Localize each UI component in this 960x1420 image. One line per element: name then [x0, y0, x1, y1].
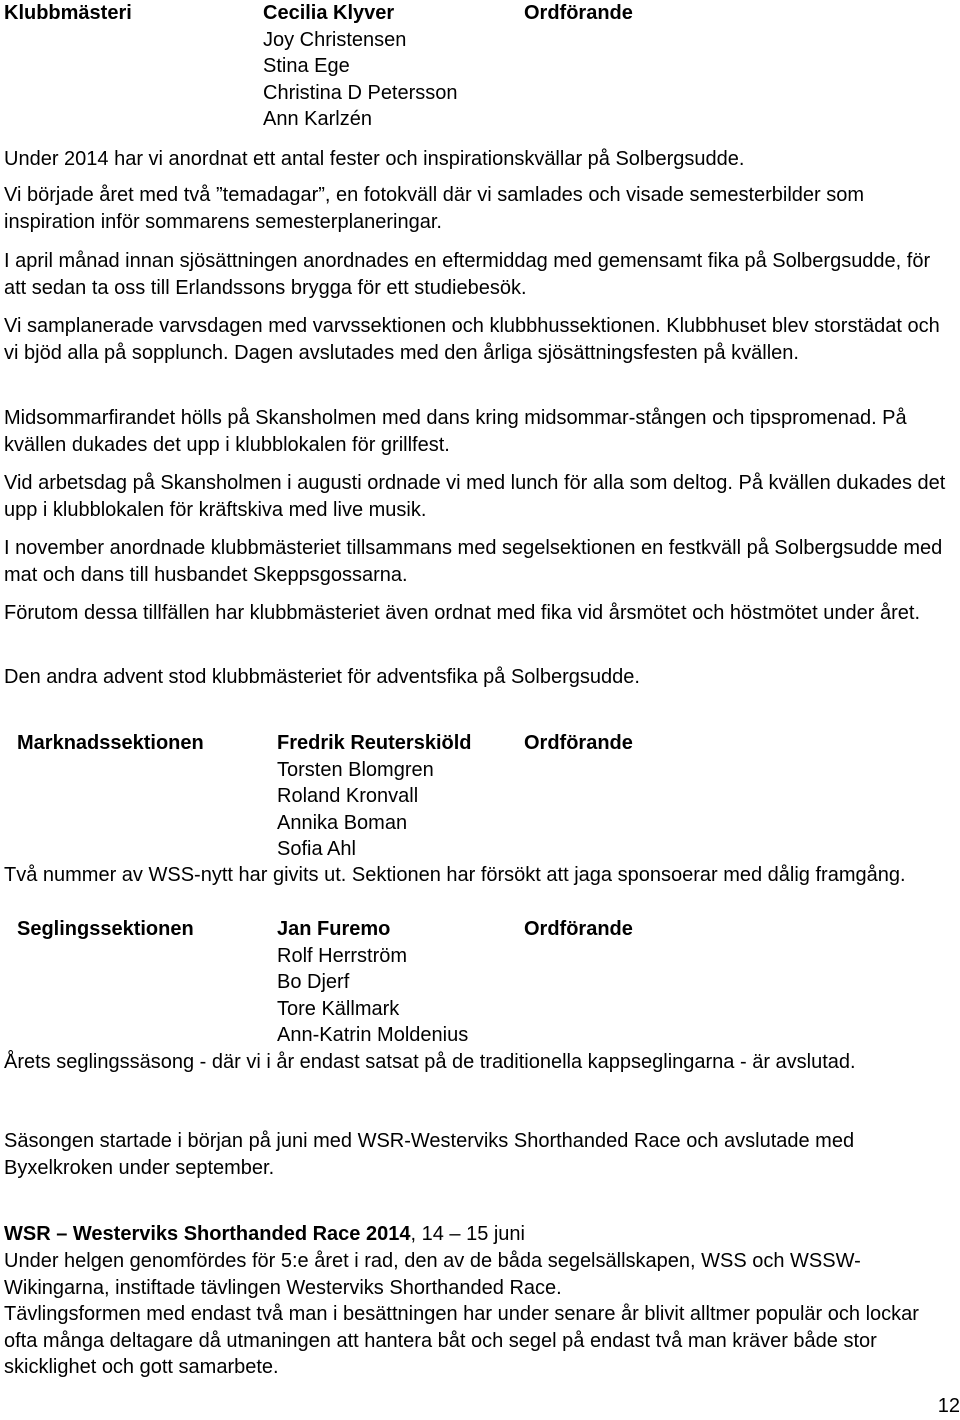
paragraph: Säsongen startade i början på juni med WSR-Westerviks Shorthanded Race och avslutade med Byxelkroken under september. [4, 1130, 855, 1179]
wsr-heading [4, 1221, 956, 1248]
paragraph: Vi samplanerade varvsdagen med varvssektionen och klubbhussektionen. Klubbhuset blev storstädat och vi bjöd alla på sopplunch. Dagen avslutades med den årliga sjösättningsfesten på kvällen. [4, 315, 940, 364]
member-name: Rolf Herrström [277, 944, 408, 967]
wsr-heading-title: WSR – Westerviks Shorthanded Race 2014 [4, 1223, 411, 1245]
member-list-klubbmasteri [263, 27, 458, 133]
paragraph: Midsommarfirandet hölls på Skansholmen med dans kring midsommar-stången och tipspromenad. På kvällen dukades det upp i klubblokalen för grillfest. [4, 407, 907, 456]
paragraph: I november anordnade klubbmästeriet tillsammans med segelsektionen en festkväll på Solbergsudde med mat och dans till husbandet Skeppsgossarna. [4, 537, 943, 586]
member-list-marknad [277, 757, 434, 863]
page-number: 12 [937, 1395, 960, 1417]
member-name: Stina Ege [263, 55, 350, 77]
paragraph: Årets seglingssäsong - där vi i år endast satsat på de traditionella kappseglingarna - är avslutad. [4, 1051, 856, 1073]
section-title-marknad: Marknadssektionen [17, 732, 204, 754]
section-title-segling: Seglingssektionen [17, 918, 194, 940]
member-name: Joy Christensen [263, 28, 407, 51]
member-name: Bo Djerf [277, 971, 350, 993]
member-name: Roland Kronvall [277, 785, 419, 807]
chairman-name-segling: Jan Furemo [277, 918, 391, 940]
member-name: Torsten Blomgren [277, 758, 434, 781]
member-name: Sofia Ahl [277, 838, 356, 860]
paragraph: Under helgen genomfördes för 5:e året i rad, den av de båda segelsällskapen, WSS och WSSW-Wikingarna, instiftade tävlingen Westerviks Shorthanded Race. [4, 1250, 861, 1299]
paragraph: Vi började året med två ”temadagar”, en fotokväll där vi samlades och visade semesterbilder som inspiration inför sommarens semesterplaneringar. [4, 184, 865, 233]
member-name: Christina D Petersson [263, 81, 458, 104]
paragraph: Den andra advent stod klubbmästeriet för adventsfika på Solbergsudde. [4, 666, 640, 688]
role-label-segling: Ordförande [524, 918, 633, 940]
paragraph: Under 2014 har vi anordnat ett antal fester och inspirationskvällar på Solbergsudde. [4, 148, 745, 170]
paragraph: Förutom dessa tillfällen har klubbmästeriet även ordnat med fika vid årsmötet och höstmötet under året. [4, 602, 921, 624]
paragraph: Tävlingsformen med endast två man i besättningen har under senare år blivit alltmer populär och lockar ofta många deltagare då utmaningen att hantera båt och segel på endast två man kräver både stor skicklighet och gott samarbete. [4, 1303, 919, 1378]
member-name: Ann-Katrin Moldenius [277, 1024, 469, 1046]
chairman-name-marknad: Fredrik Reuterskiöld [277, 732, 472, 754]
role-label-klubbmasteri: Ordförande [524, 2, 633, 24]
paragraph: Två nummer av WSS-nytt har givits ut. Sektionen har försökt att jaga sponsoerar med dålig framgång. [4, 864, 906, 886]
member-name: Ann Karlzén [263, 108, 372, 130]
member-list-segling [277, 943, 468, 1049]
role-label-marknad: Ordförande [524, 732, 633, 754]
paragraph: Vid arbetsdag på Skansholmen i augusti ordnade vi med lunch för alla som deltog. På kvällen dukades det upp i klubblokalen för kräftskiva med live musik. [4, 472, 946, 521]
member-name: Tore Källmark [277, 997, 400, 1020]
wsr-heading-date: , 14 – 15 juni [410, 1223, 525, 1245]
paragraph: I april månad innan sjösättningen anordnades en eftermiddag med gemensamt fika på Solbergsudde, för att sedan ta oss till Erlandssons brygga för ett studiebesök. [4, 250, 931, 299]
member-name: Annika Boman [277, 811, 408, 834]
chairman-name-klubbmasteri: Cecilia Klyver [263, 2, 395, 24]
section-title-klubbmasteri: Klubbmästeri [4, 2, 132, 24]
